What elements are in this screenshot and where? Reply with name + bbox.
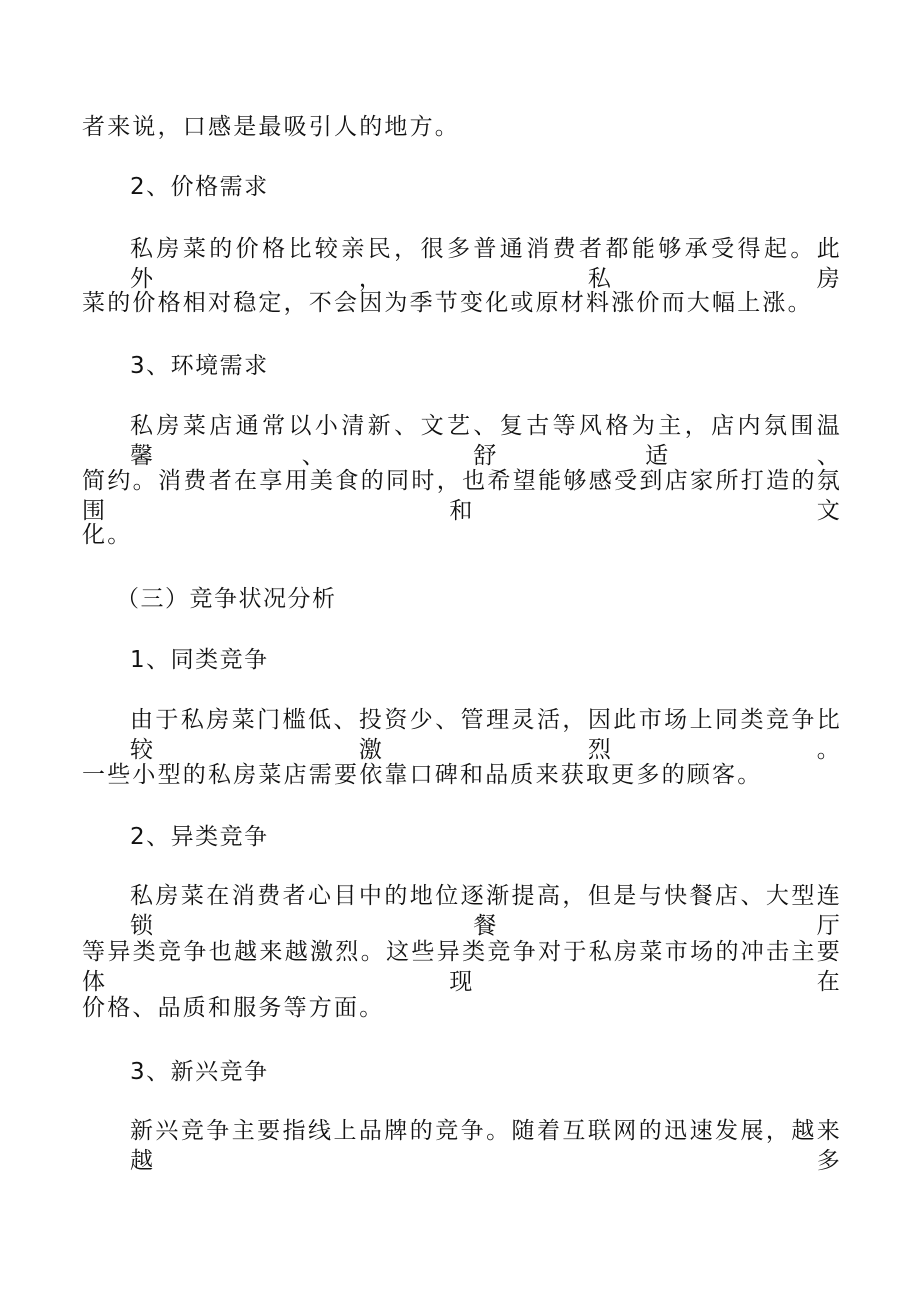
paragraph-line: 价格、品质和服务等方面。 bbox=[82, 995, 385, 1021]
section-heading-same-type-competition: 1、同类竞争 bbox=[130, 647, 269, 673]
section-heading-competition-analysis: （三）竞争状况分析 bbox=[116, 586, 337, 612]
paragraph-line: 一些小型的私房菜店需要依靠口碑和品质来获取更多的顾客。 bbox=[82, 762, 763, 788]
paragraph-line: 者来说，口感是最吸引人的地方。 bbox=[82, 114, 460, 140]
paragraph-line: 化。 bbox=[82, 522, 133, 548]
paragraph-line: 由于私房菜门槛低、投资少、管理灵活，因此市场上同类竞争比较激烈。 bbox=[130, 707, 842, 763]
paragraph-line: 简约。消费者在享用美食的同时，也希望能够感受到店家所打造的氛围和文 bbox=[82, 468, 842, 524]
paragraph-line: 私房菜店通常以小清新、文艺、复古等风格为主，店内氛围温馨、舒适、 bbox=[130, 413, 842, 469]
section-heading-emerging-competition: 3、新兴竞争 bbox=[130, 1059, 269, 1085]
section-heading-different-type-competition: 2、异类竞争 bbox=[130, 824, 269, 850]
section-heading-environment-demand: 3、环境需求 bbox=[130, 353, 269, 379]
paragraph-line: 私房菜的价格比较亲民，很多普通消费者都能够承受得起。此外，私房 bbox=[130, 236, 842, 292]
paragraph-line: 私房菜在消费者心目中的地位逐渐提高，但是与快餐店、大型连锁餐厅 bbox=[130, 883, 842, 939]
paragraph-line: 等异类竞争也越来越激烈。这些异类竞争对于私房菜市场的冲击主要体现在 bbox=[82, 939, 842, 995]
section-heading-price-demand: 2、价格需求 bbox=[130, 174, 269, 200]
paragraph-line: 新兴竞争主要指线上品牌的竞争。随着互联网的迅速发展，越来越多 bbox=[130, 1118, 842, 1174]
paragraph-line: 菜的价格相对稳定，不会因为季节变化或原材料涨价而大幅上涨。 bbox=[82, 290, 813, 316]
